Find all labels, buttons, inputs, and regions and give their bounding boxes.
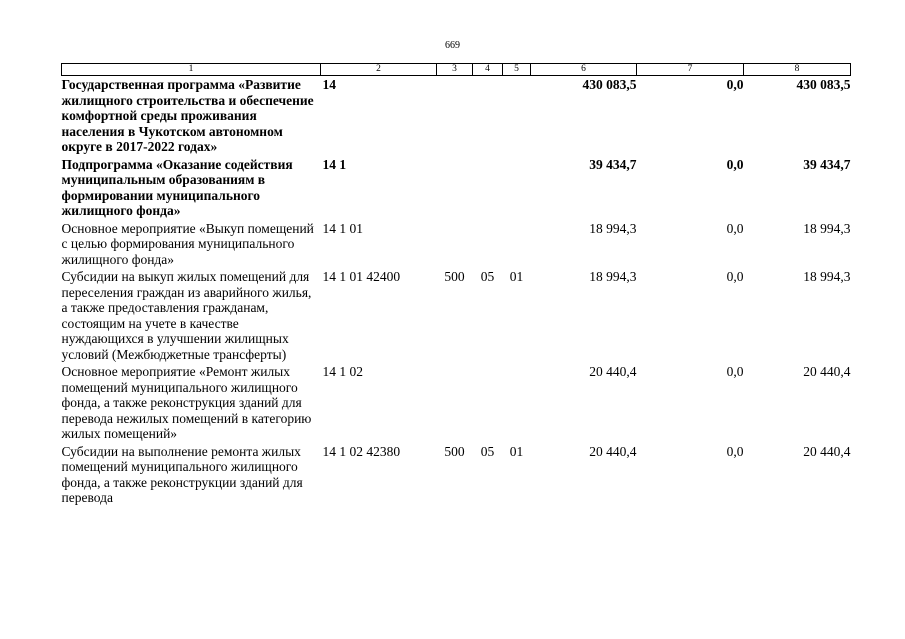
table-row: [62, 156, 851, 220]
row-col4: [473, 76, 503, 156]
row-code: 14 1 02: [322, 364, 363, 379]
row-col5: [503, 220, 531, 269]
row-col8: 39 434,7: [803, 156, 851, 172]
row-col4: [473, 363, 503, 443]
row-col7: 0,0: [726, 220, 744, 236]
row-code: 14 1 01: [322, 220, 363, 236]
row-col6: 20 440,4: [589, 364, 637, 379]
row-col6: 20 440,4: [589, 443, 637, 459]
page-number: 669: [445, 40, 460, 51]
row-col5: [503, 76, 531, 156]
header-row: [62, 64, 851, 76]
row-col8: 20 440,4: [803, 364, 851, 379]
row-col8: 18 994,3: [803, 220, 851, 236]
row-col3: [437, 156, 473, 220]
row-col4: [473, 220, 503, 269]
row-col3: [437, 363, 473, 443]
column-header-4: 4: [473, 64, 503, 76]
row-col3: 500: [444, 443, 465, 459]
row-name: Подпрограмма «Оказание содействия муниципальным образованиям в формировании муниципального жилищного фонда»: [61, 156, 293, 218]
row-name: Основное мероприятие «Выкуп помещений с целью формирования муниципального жилищного фонда»: [61, 220, 314, 267]
table-row: [62, 268, 851, 363]
row-col8: 20 440,4: [803, 443, 851, 459]
row-name: Государственная программа «Развитие жилищного строительства и обеспечение комфортной среды проживания населения в Чукотском автономном округе в 2017-2022 годах»: [61, 77, 314, 154]
row-col6: 39 434,7: [589, 156, 637, 172]
row-name: Субсидии на выполнение ремонта жилых помещений муниципального жилищного фонда, а также реконструкции зданий для перевода: [61, 443, 303, 505]
row-name: Субсидии на выкуп жилых помещений для переселения граждан из аварийного жилья, а также предоставления гражданам, состоящим на учете в качестве нуждающихся в улучшении жилищных условий (Межбюджетные трансферты): [61, 269, 312, 362]
table-row: [62, 76, 851, 156]
row-col6: 18 994,3: [589, 269, 637, 284]
column-header-5: 5: [503, 64, 531, 76]
row-code: 14: [322, 77, 336, 92]
row-code: 14 1 02 42380: [322, 443, 401, 459]
row-col8: 430 083,5: [796, 77, 851, 92]
row-col6: 18 994,3: [589, 220, 637, 236]
row-col3: [437, 76, 473, 156]
row-col3: 500: [444, 269, 465, 284]
row-col6: 430 083,5: [582, 77, 637, 92]
column-header-3: 3: [437, 64, 473, 76]
row-code: 14 1 01 42400: [322, 269, 401, 284]
row-col5: [503, 363, 531, 443]
column-header-8: 8: [744, 64, 851, 76]
row-code: 14 1: [322, 156, 347, 172]
row-col7: 0,0: [726, 364, 744, 379]
row-col8: 18 994,3: [803, 269, 851, 284]
row-col4: 05: [480, 269, 495, 284]
row-col5: 01: [509, 443, 524, 459]
row-col5: [503, 156, 531, 220]
row-col7: 0,0: [726, 156, 744, 172]
row-col7: 0,0: [726, 269, 744, 284]
row-col4: [473, 156, 503, 220]
row-col5: 01: [509, 269, 524, 284]
row-col7: 0,0: [726, 77, 744, 92]
table-row: [62, 220, 851, 269]
column-header-1: 1: [62, 64, 321, 76]
row-name: Основное мероприятие «Ремонт жилых помещений муниципального жилищного фонда, а также реконструкция зданий для перевода нежилых помещений в категорию жилых помещений»: [61, 364, 312, 441]
budget-table: [61, 63, 851, 507]
row-col3: [437, 220, 473, 269]
row-col4: 05: [480, 443, 495, 459]
column-header-7: 7: [637, 64, 744, 76]
column-header-6: 6: [531, 64, 637, 76]
row-col7: 0,0: [726, 443, 744, 459]
column-header-2: 2: [321, 64, 437, 76]
table-row: [62, 363, 851, 443]
table-row: [62, 443, 851, 507]
